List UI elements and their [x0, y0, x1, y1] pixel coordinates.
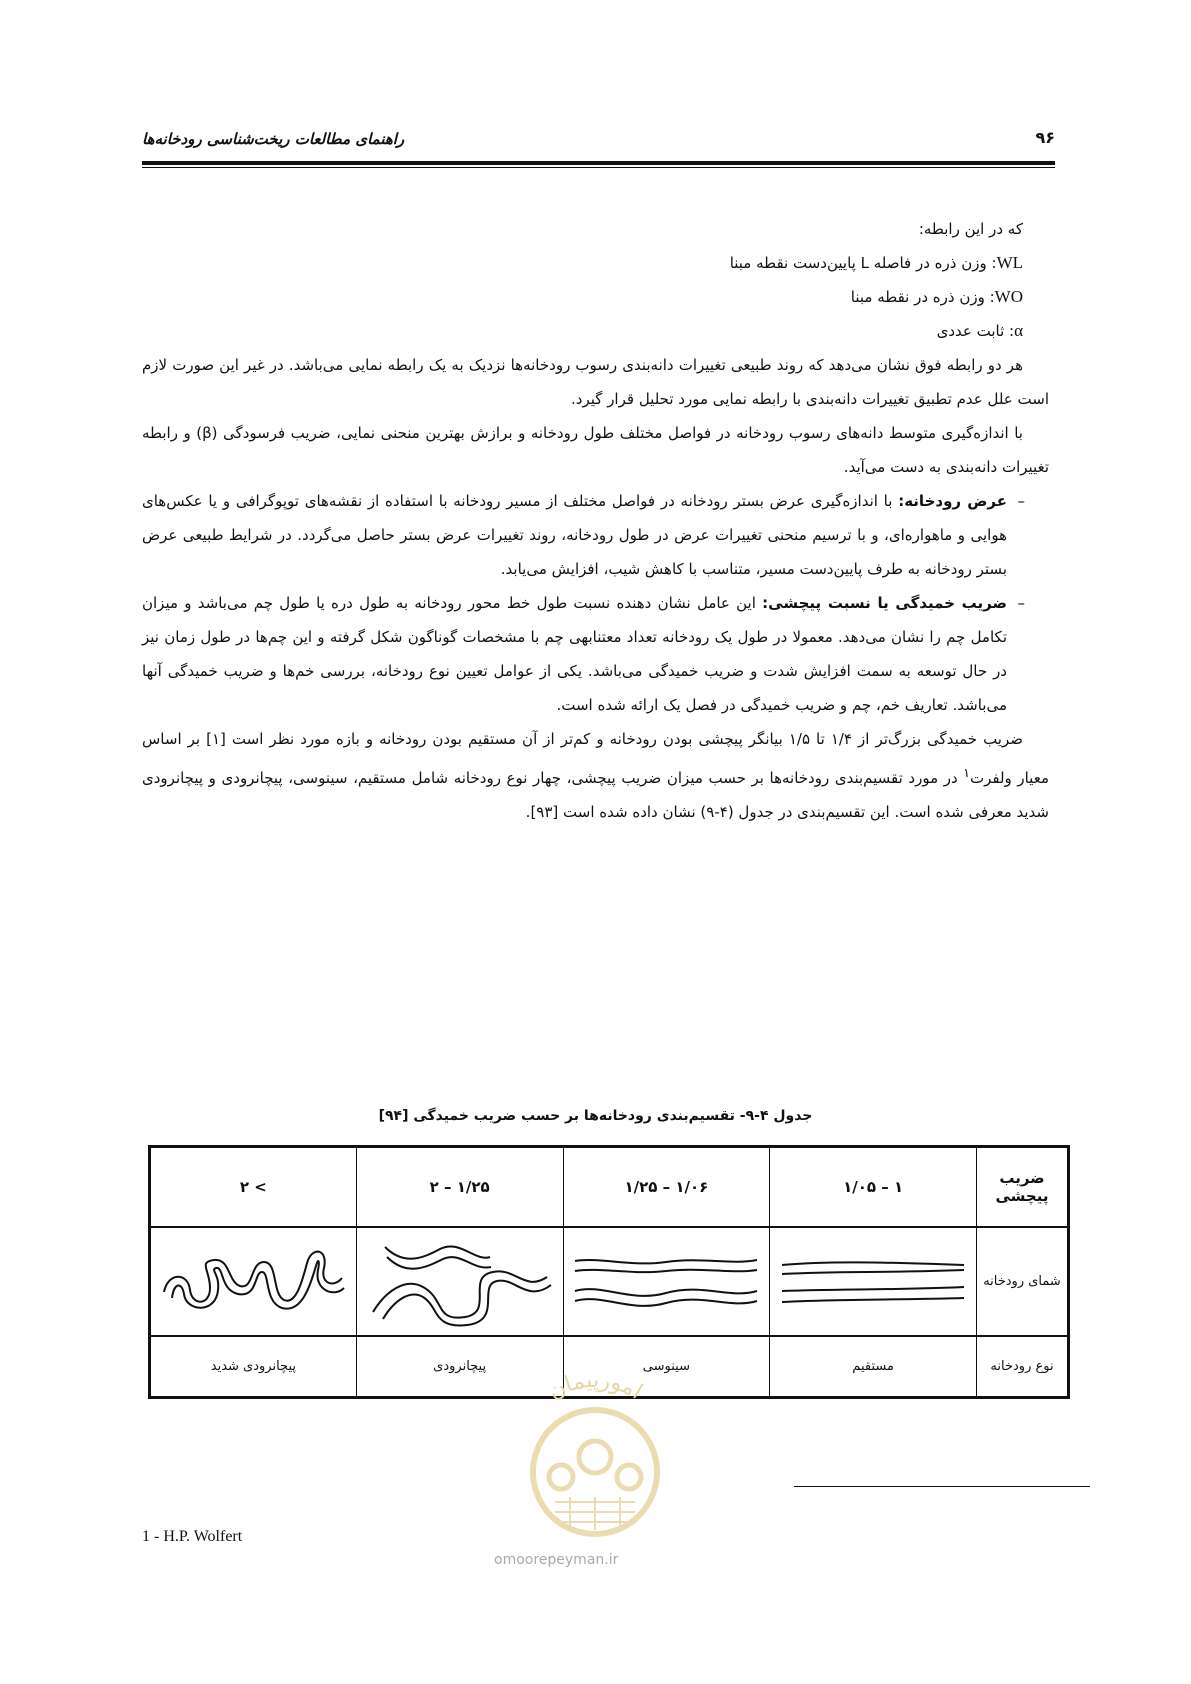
def-alpha: [142, 314, 1049, 348]
straight-river-icon: [778, 1247, 968, 1317]
row-header-type: نوع رودخانه: [977, 1336, 1069, 1398]
defs-intro: که در این رابطه:: [918, 220, 1023, 238]
header-rule-thin: [142, 167, 1055, 168]
type-cell: پیچانرودی: [356, 1336, 563, 1398]
footnote-rule: [794, 1486, 1090, 1487]
watermark-url: omoorepeyman.ir: [494, 1552, 619, 1568]
body-text: [142, 212, 1049, 829]
type-cell: سینوسی: [563, 1336, 770, 1398]
paragraph-1: هر دو رابطه فوق نشان می‌دهد که روند طبیعی تغییرات دانه‌بندی رسوب رودخانه‌ها نزدیک به یک رابطه نمایی می‌باشد. در غیر این صورت لازم است علل عدم تطبیق تغییرات دانه‌بندی با رابطه نمایی مورد تحلیل قرار گیرد.: [142, 356, 1049, 408]
bullet-sinuosity-text: این عامل نشان دهنده نسبت طول خط محور رودخانه به طول دره یا طول چم می‌باشد و میزان تکامل چم را نشان می‌دهد. معمولا در طول یک رودخانه تعداد معتنابهی چم با مشخصات گوناگون شکل گرفته و این چم‌ها در طول زمان نیز در حال توسعه به سمت افزایش شدت و ضریب خمیدگی می‌باشد. یکی از عوامل تعیین نوع رودخانه، بررسی خم‌ها و ضریب خمیدگی آنها می‌باشد. تعاریف خم، چم و ضریب خمیدگی در فصل یک ارائه شده است.: [142, 594, 1007, 714]
schema-sinuous: [563, 1227, 770, 1336]
bullet-width: [142, 484, 1049, 586]
wl-symbol: WL: [996, 253, 1023, 272]
wo-text: : وزن ذره در نقطه مبنا: [850, 288, 995, 306]
table-caption: جدول ۴-۹- تقسیم‌بندی رودخانه‌ها بر حسب ضریب خمیدگی [۹۴]: [378, 1108, 813, 1124]
def-wl: [142, 246, 1049, 280]
type-cell: پیچانرودی شدید: [150, 1336, 357, 1398]
alpha-text: : ثابت عددی: [936, 322, 1015, 340]
range-cell: > ۲: [150, 1147, 357, 1228]
range-cell: ۱/۰۶ – ۱/۲۵: [563, 1147, 770, 1228]
type-cell: مستقیم: [770, 1336, 977, 1398]
range-cell: ۱ – ۱/۰۵: [770, 1147, 977, 1228]
gear-icon: [579, 1441, 611, 1473]
schema-highly-meandering: [150, 1227, 357, 1336]
footnote: 1 - H.P. Wolfert: [142, 1528, 243, 1545]
page-number: ۹۶: [1035, 128, 1055, 147]
wl-text: : وزن ذره در فاصله L پایین‌دست نقطه مبنا: [729, 254, 997, 272]
schema-meandering: [356, 1227, 563, 1336]
paragraph-2: با اندازه‌گیری متوسط دانه‌های رسوب رودخانه در فواصل مختلف طول رودخانه و برازش بهترین منحنی نمایی، ضریب فرسودگی (β) و رابطه تغییرات دانه‌بندی به دست می‌آید.: [142, 424, 1049, 476]
paragraph-3: [142, 722, 1049, 829]
range-cell: ۱/۲۵ – ۲: [356, 1147, 563, 1228]
gear-icon: [617, 1465, 641, 1489]
gear-icon: [549, 1465, 573, 1489]
bullet-sinuosity-title: ضریب خمیدگی یا نسبت پیچشی:: [762, 594, 1008, 612]
bullet-dash: –: [1017, 594, 1025, 612]
watermark-logo: [495, 1352, 695, 1552]
table-row: [150, 1227, 1069, 1336]
bullet-dash: –: [1017, 492, 1025, 510]
paragraph-3-b: در مورد تقسیم‌بندی رودخانه‌ها بر حسب میزان ضریب پیچشی، چهار نوع رودخانه شامل مستقیم، سینوسی، پیچانرودی و پیچانرودی شدید معرفی شده است. این تقسیم‌بندی در جدول (۴-۹) نشان داده شده است [۹۳].: [142, 769, 1049, 821]
alpha-symbol: α: [1014, 321, 1023, 340]
wo-symbol: WO: [994, 287, 1023, 306]
footnote-ref: ۱: [963, 765, 970, 780]
table-row: [150, 1147, 1069, 1228]
meandering-river-icon: [365, 1237, 555, 1327]
paragraph-3-a: ضریب خمیدگی بزرگ‌تر از ۱/۴ تا ۱/۵ بیانگر پیچشی بودن رودخانه و کم‌تر از آن مستقیم بودن رودخانه و بازه مورد نظر است [۱] بر اساس معیار ولفرت: [142, 730, 1049, 787]
def-wo: [142, 280, 1049, 314]
header-rule: [142, 161, 1055, 165]
row-header-schema: شمای رودخانه: [977, 1227, 1069, 1336]
bullet-width-title: عرض رودخانه:: [898, 492, 1007, 510]
running-header-title: راهنمای مطالعات ریخت‌شناسی رودخانه‌ها: [142, 130, 405, 148]
watermark-brand: امورپیمان: [544, 1367, 647, 1405]
schema-straight: [770, 1227, 977, 1336]
bullet-sinuosity: [142, 586, 1049, 722]
bullet-width-text: با اندازه‌گیری عرض بستر رودخانه در فواصل مختلف از مسیر رودخانه با استفاده از نقشه‌های توپوگرافی و یا عکس‌های هوایی و ماهواره‌ای، و با ترسیم منحنی تغییرات عرض در طول رودخانه، روند تغییرات عرض بستر حاصل می‌گردد. در شرایط طبیعی عرض بستر رودخانه به طرف پایین‌دست مسیر، متناسب با کاهش شیب، افزایش می‌یابد.: [142, 492, 1007, 578]
row-header-sinuosity: ضریب پیچشی: [977, 1147, 1069, 1228]
sinuous-river-icon: [571, 1247, 761, 1317]
highly-meandering-river-icon: [158, 1242, 348, 1322]
